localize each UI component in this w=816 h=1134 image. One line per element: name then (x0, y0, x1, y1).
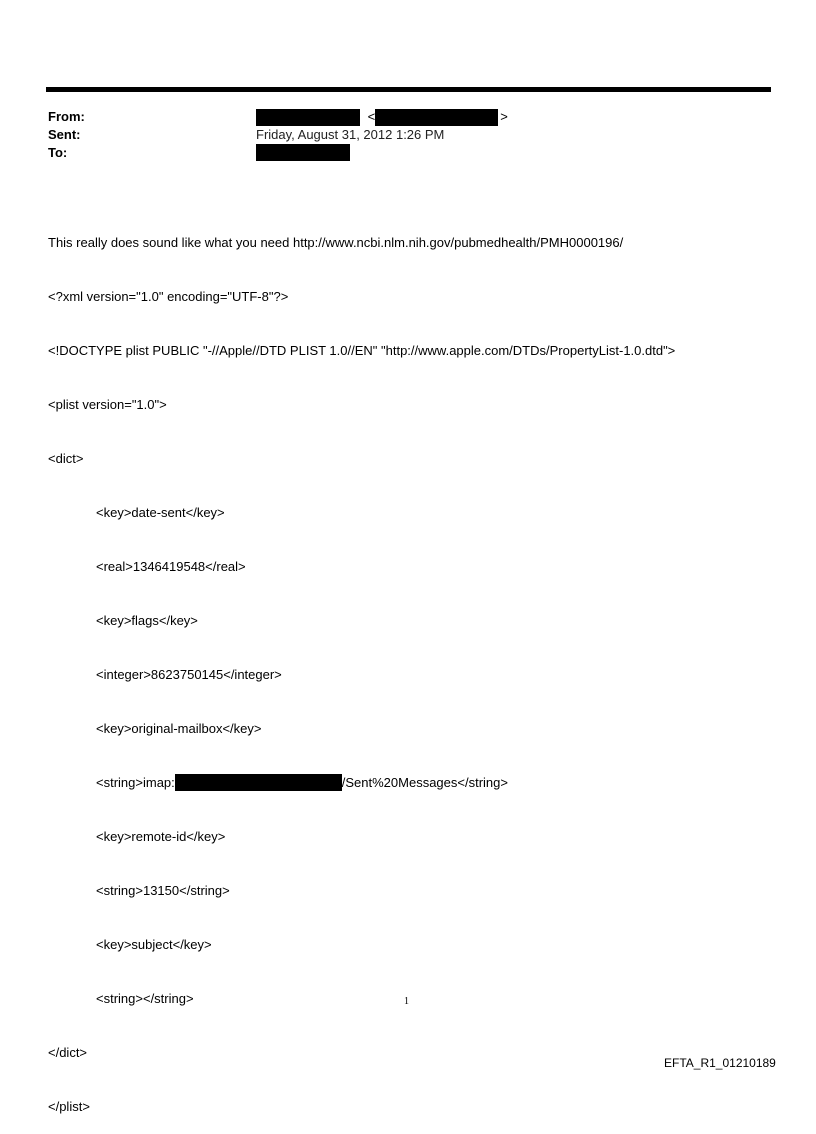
body-line: <integer>8623750145</integer> (96, 667, 282, 682)
page-number: 1 (404, 996, 409, 1007)
body-line: <string></string> (96, 991, 194, 1006)
body-line: <key>remote-id</key> (96, 829, 226, 844)
body-line: <dict> (48, 451, 84, 466)
body-line: <key>original-mailbox</key> (96, 721, 262, 736)
header-rule (46, 87, 771, 92)
imap-prefix: <string>imap: (96, 775, 175, 790)
imap-suffix: /Sent%20Messages</string> (341, 775, 508, 790)
message-body (48, 198, 675, 1134)
from-open-bracket: < (367, 109, 376, 124)
sent-value: Friday, August 31, 2012 1:26 PM (256, 127, 445, 142)
bates-number: EFTA_R1_01210189 (664, 1056, 776, 1070)
body-line-imap (48, 774, 675, 792)
from-close-bracket: > (500, 109, 508, 124)
redaction-block (375, 109, 498, 126)
body-line: <plist version="1.0"> (48, 397, 167, 412)
body-line: <!DOCTYPE plist PUBLIC "-//Apple//DTD PLIST 1.0//EN" "http://www.apple.com/DTDs/PropertyList-1.0.dtd"> (48, 343, 676, 358)
redaction-block (256, 109, 360, 126)
body-line: </plist> (48, 1099, 90, 1114)
body-line: </dict> (48, 1045, 88, 1060)
redaction-block (256, 144, 350, 161)
from-value (256, 109, 508, 126)
body-line: <real>1346419548</real> (96, 559, 246, 574)
body-line: <key>subject</key> (96, 937, 212, 952)
body-line: <string>13150</string> (96, 883, 230, 898)
redaction-block (175, 774, 342, 791)
to-value (256, 144, 350, 161)
to-label: To: (48, 145, 68, 160)
body-line: <key>flags</key> (96, 613, 198, 628)
sent-label: Sent: (48, 127, 81, 142)
body-line: <?xml version="1.0" encoding="UTF-8"?> (48, 289, 289, 304)
from-label: From: (48, 109, 85, 124)
body-line: This really does sound like what you need http://www.ncbi.nlm.nih.gov/pubmedhealth/PMH0000196/ (48, 235, 624, 250)
body-line: <key>date-sent</key> (96, 505, 225, 520)
